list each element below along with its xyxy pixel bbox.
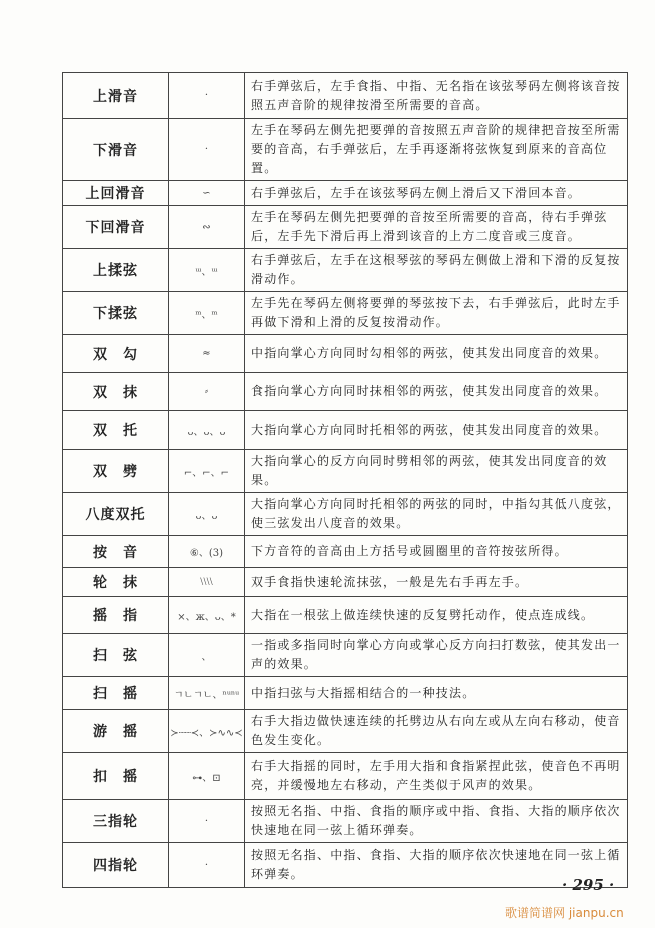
- technique-description: 左手先在琴码左侧将要弹的琴弦按下去，右手弹弦后，此时左手再做下滑和上滑的反复按滑动作。: [245, 292, 628, 335]
- technique-name: 按 音: [63, 536, 169, 568]
- technique-description: 按照无名指、中指、食指、大指的顺序依次快速地在同一弦上循环弹奏。: [245, 843, 628, 888]
- technique-description: 右手弹弦后，左手在这根琴弦的琴码左侧做上滑和下滑的反复按滑动作。: [245, 249, 628, 292]
- technique-name: 双 抹: [63, 373, 169, 411]
- technique-name: 下回滑音: [63, 206, 169, 249]
- technique-description: 双手食指快速轮流抹弦，一般是先右手再左手。: [245, 568, 628, 597]
- table-row: [63, 411, 628, 450]
- technique-symbol: ·: [169, 843, 245, 888]
- table-row: [63, 450, 628, 493]
- table-row: [63, 119, 628, 181]
- technique-description: 下方音符的音高由上方括号或圆圈里的音符按弦所得。: [245, 536, 628, 568]
- table-row: [63, 493, 628, 536]
- technique-symbol: 、: [169, 634, 245, 677]
- technique-symbol: ·: [169, 119, 245, 181]
- page-number: · 295 ·: [562, 876, 615, 894]
- technique-symbol: ∽: [169, 181, 245, 206]
- technique-symbol: ·: [169, 73, 245, 119]
- technique-name: 上回滑音: [63, 181, 169, 206]
- technique-symbol: ᵚ、ᵚ: [169, 249, 245, 292]
- technique-symbol: ㄱㄴㄱㄴ、ⁿᵘⁿᵘ: [169, 677, 245, 710]
- technique-name: 上揉弦: [63, 249, 169, 292]
- table-row: [63, 181, 628, 206]
- technique-symbol: ⨯、ж、ᴗ、*: [169, 597, 245, 634]
- technique-symbol: ≈: [169, 335, 245, 373]
- table-row: [63, 634, 628, 677]
- table-row: [63, 597, 628, 634]
- technique-name: 双 劈: [63, 450, 169, 493]
- technique-symbol: ⸗: [169, 373, 245, 411]
- technique-description: 右手大指摇的同时，左手用大指和食指紧捏此弦，使音色不再明亮，并缓慢地左右移动，产生类似于风声的效果。: [245, 753, 628, 800]
- technique-description: 大指向掌心方向同时托相邻的两弦，使其发出同度音的效果。: [245, 411, 628, 450]
- table-row: [63, 843, 628, 888]
- technique-name: 三指轮: [63, 800, 169, 843]
- technique-name: 四指轮: [63, 843, 169, 888]
- technique-symbol: ᴗ、ᴗ: [169, 493, 245, 536]
- technique-description: 右手大指边做快速连续的托劈边从右向左或从左向右移动，使音色发生变化。: [245, 710, 628, 753]
- technique-description: 中指向掌心方向同时勾相邻的两弦，使其发出同度音的效果。: [245, 335, 628, 373]
- technique-name: 上滑音: [63, 73, 169, 119]
- table-row: [63, 710, 628, 753]
- table-row: [63, 206, 628, 249]
- technique-description: 右手弹弦后，左手在该弦琴码左侧上滑后又下滑回本音。: [245, 181, 628, 206]
- technique-symbol: ·: [169, 800, 245, 843]
- technique-symbol: ⌐、⌐、⌐: [169, 450, 245, 493]
- technique-name: 八度双托: [63, 493, 169, 536]
- table-row: [63, 73, 628, 119]
- table-row: [63, 335, 628, 373]
- table-row: [63, 568, 628, 597]
- table-row: [63, 800, 628, 843]
- table-row: [63, 536, 628, 568]
- technique-symbol: ⧵⧵⧵⧵: [169, 568, 245, 597]
- technique-description: 中指扫弦与大指摇相结合的一种技法。: [245, 677, 628, 710]
- technique-name: 扣 摇: [63, 753, 169, 800]
- technique-description: 大指向掌心的反方向同时劈相邻的两弦，使其发出同度音的效果。: [245, 450, 628, 493]
- technique-symbol: ⊶、⊡: [169, 753, 245, 800]
- technique-table: [62, 72, 628, 888]
- technique-description: 按照无名指、中指、食指的顺序或中指、食指、大指的顺序依次快速地在同一弦上循环弹奏。: [245, 800, 628, 843]
- technique-description: 右手弹弦后，左手食指、中指、无名指在该弦琴码左侧将该音按照五声音阶的规律按滑至所需要的音高。: [245, 73, 628, 119]
- technique-symbol: ≻┈┈≺、≻∿∿≺: [169, 710, 245, 753]
- table-row: [63, 292, 628, 335]
- table-row: [63, 677, 628, 710]
- table-row: [63, 249, 628, 292]
- technique-description: 左手在琴码左侧先把要弹的音按照五声音阶的规律把音按至所需要的音高，右手弹弦后，左手再逐渐将弦恢复到原来的音高位置。: [245, 119, 628, 181]
- technique-name: 轮 抹: [63, 568, 169, 597]
- technique-name: 双 托: [63, 411, 169, 450]
- table-row: [63, 753, 628, 800]
- watermark-cn: 歌谱简谱网: [505, 906, 566, 920]
- table-row: [63, 373, 628, 411]
- technique-name: 下滑音: [63, 119, 169, 181]
- technique-description: 一指或多指同时向掌心方向或掌心反方向扫打数弦，使其发出一声的效果。: [245, 634, 628, 677]
- technique-description: 大指在一根弦上做连续快速的反复劈托动作，使点连成线。: [245, 597, 628, 634]
- technique-description: 食指向掌心方向同时抹相邻的两弦，使其发出同度音的效果。: [245, 373, 628, 411]
- technique-name: 下揉弦: [63, 292, 169, 335]
- technique-symbol: ⑥、(3): [169, 536, 245, 568]
- technique-name: 扫 弦: [63, 634, 169, 677]
- technique-description: 左手在琴码左侧先把要弹的音按至所需要的音高，待右手弹弦后，左手先下滑后再上滑到该音的上方二度音或三度音。: [245, 206, 628, 249]
- technique-symbol: ᴗ、ᴗ、ᴗ: [169, 411, 245, 450]
- technique-name: 扫 摇: [63, 677, 169, 710]
- technique-name: 游 摇: [63, 710, 169, 753]
- technique-symbol: ᵐ、ᵐ: [169, 292, 245, 335]
- watermark-en: jianpu.cn: [568, 906, 624, 920]
- technique-symbol: ∾: [169, 206, 245, 249]
- technique-name: 双 勾: [63, 335, 169, 373]
- watermark: [505, 904, 624, 921]
- technique-name: 摇 指: [63, 597, 169, 634]
- technique-description: 大指向掌心方向同时托相邻的两弦的同时，中指勾其低八度弦，使三弦发出八度音的效果。: [245, 493, 628, 536]
